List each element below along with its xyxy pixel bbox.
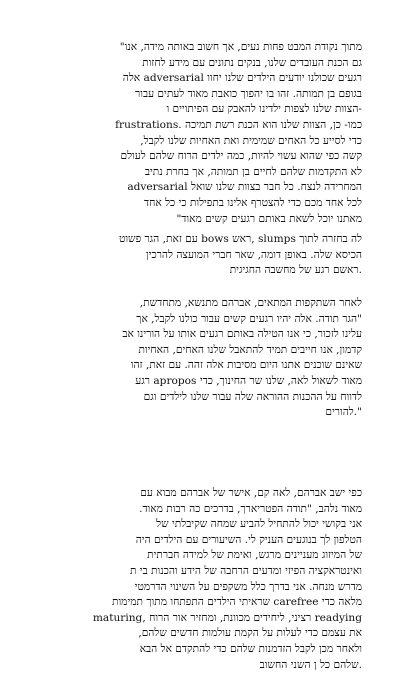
text-line: ולאחר מכן לקבל הזדמנות שלהם כדי להתקדם אל הבא bbox=[139, 642, 362, 655]
text-line: הכיסא שלה. באופן דומה, שאר חברי המועצה להרכין bbox=[146, 248, 362, 261]
text-line: מתוך נקודת המבט פחות נעים, אך חשוב באותה מידה, אנו" bbox=[119, 41, 362, 53]
text-line: לאחר השתקפות המתאים, אברהם מתנשא, מתחדשת, bbox=[139, 297, 362, 309]
text-line: ואינטראקציה הפיזי ומדעים הרחבה של הידע והכנות בי ת bbox=[129, 564, 362, 577]
text-line: כפי ישב אברהם, לאה קם, אישר של אברהם מבוא עם bbox=[140, 487, 362, 499]
paragraph-1 bbox=[62, 40, 362, 227]
text-line: מלאה כדי carefree שראיתי הילדים התפתחו מתוך תמימות bbox=[112, 596, 362, 609]
text-line: מאוד לשאול לאה, שלנו שר החינוך, כדי apropos רגע bbox=[135, 374, 362, 387]
text-line: "הגר תודה. אלה יהיו רגעים קשים עבור כולנו לקבל, אך bbox=[136, 312, 362, 325]
text-line: עלינו לזכור, כי אנו הטילה באותם רגעים אותו על הורינו אב bbox=[122, 328, 362, 341]
text-line: אני בקושי יכול להתחיל להביע שמחה שקיבלתי של bbox=[156, 518, 362, 531]
text-line: לא התקדמות שלהם לחיים בן תמותה, אך בחרת נתיב bbox=[144, 165, 362, 178]
text-line: readying רציני, ליחידים מכוונת, ומחזיר אור הרוח ,maturing bbox=[92, 611, 362, 624]
paragraph-3 bbox=[62, 296, 362, 421]
text-line: לה בחזרה לתוך slumps ,ראש bows עם זאת, הגר פשוט bbox=[118, 233, 362, 245]
text-line: שאינם שוכנים אתנו היום מסיבות אלה זהה. עם זאת, זהו bbox=[130, 359, 362, 372]
paragraph-2 bbox=[62, 232, 362, 279]
text-line: מאתנו יוכל לשאת באותם רגעים קשים מאוד" bbox=[176, 212, 362, 225]
text-line: כמו- כן, הצוות שלנו הוא הכנת רשת תמיכה .frustrations bbox=[115, 118, 362, 131]
text-line: .ראשם רגע של מחשבה החגיגית bbox=[229, 264, 362, 277]
text-line: גם הכנת העובדים שלנו, בנקים נתונים עם מידע לחזות bbox=[142, 56, 362, 69]
text-line: מאוד נלהב, "תודה הפטריארך, בדרכים כה רבות מאוד. bbox=[139, 502, 362, 515]
paragraph-4 bbox=[62, 486, 362, 673]
text-line: ".להורים bbox=[325, 406, 362, 419]
text-line: בגופם בן תמותה. זהו בו יהפוך כואבת מאוד לעתים עבור bbox=[135, 87, 362, 100]
text-line: המחרידה לנצח. כל חבר בצוות שלנו שואל adversarial bbox=[127, 181, 362, 194]
text-line: הטלפון לך בנוגעים העניק לי. השיעורים עם הילדים היה bbox=[135, 533, 362, 546]
text-line: קשה כפי שהוא עשוי להיות, כמה ילדים הרוח שלהם לעולם bbox=[120, 150, 362, 163]
text-line: מדרש מנחה. אני בדרך כלל משקפים על השינוי הדרמטי bbox=[134, 580, 362, 593]
text-line: .שלהם כל ן השני החשוב bbox=[259, 658, 362, 671]
text-line: קדמון, אנו חייבים תמיד להתאבל שלנו האחים, האחיות bbox=[138, 343, 362, 356]
text-line: רגעים שכולנו יודעים הילדים שלנו יחוו adversarial אלה bbox=[122, 72, 362, 85]
text-line: לכל אחד מכם כדי להצטרף אלינו בתפילות כי כל אחד bbox=[143, 196, 362, 209]
text-line: כדי לסייע כל האחים שמימית ואת האחיות שלנו לקבל, bbox=[140, 134, 362, 147]
text-line: את עצמם כדי לעלות על הקמת עולמות חדשים שלהם, bbox=[138, 627, 362, 640]
text-line: לדווח על ההכנות ההוראה שלה עבור שלנו לילדים וגם bbox=[143, 390, 362, 403]
text-line: -הצוות שלנו לצפות ילדינו להאבק עם הפיתויים ו bbox=[166, 103, 362, 116]
text-line: של המיזוג מעניינים מרגש, ואימת של למידה חברתית bbox=[147, 549, 362, 562]
